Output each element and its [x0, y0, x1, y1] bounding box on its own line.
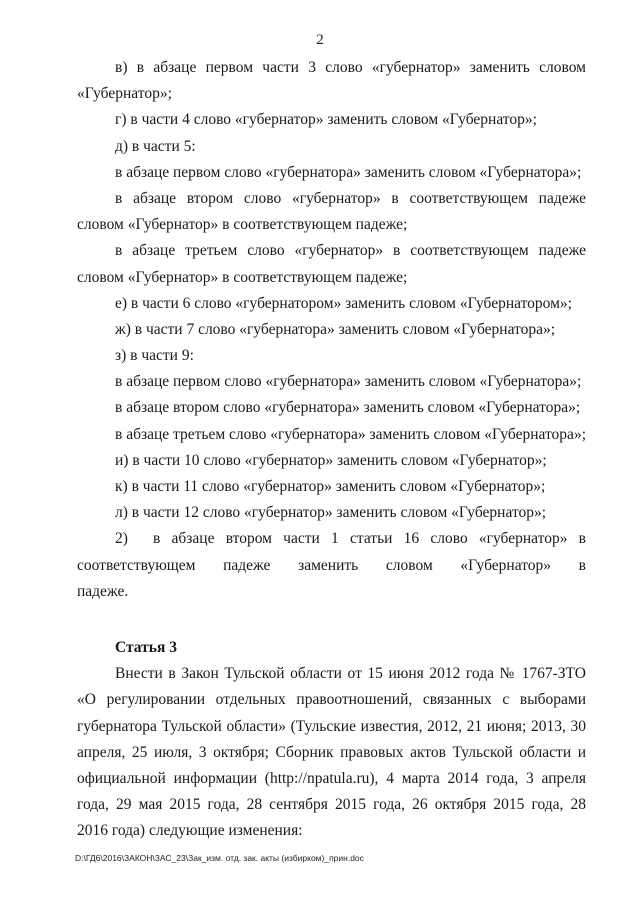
file-path-footer: D:\ГД6\2016\ЗАКОН\ЗАС_23\Зак_изм. отд. зак. акты (избирком)_прин.doc [75, 853, 364, 863]
sub-item: в абзаце третьем слово «губернатор» в соответствующем падеже [115, 242, 586, 260]
list-item: в) в абзаце первом части 3 слово «губернатор» заменить словом [115, 59, 586, 76]
list-item: д) в части 5: [115, 137, 196, 155]
list-item: л) в части 12 слово «губернатор» заменить словом «Губернатор»; [115, 504, 547, 522]
item-text: в абзаце втором части 1 статьи 16 слово «губернатор» в [153, 530, 586, 548]
list-item: з) в части 9: [115, 347, 194, 365]
sub-item: в абзаце втором слово «губернатор» в соответствующем падеже [115, 189, 586, 207]
paragraph-line: официальной информации (http://npatula.ru), 4 марта 2014 года, 3 апреля [77, 769, 586, 787]
sub-item: в абзаце первом слово «губернатора» заменить словом «Губернатора»; [115, 163, 582, 181]
list-item: к) в части 11 слово «губернатор» заменить словом «Губернатор»; [115, 478, 546, 495]
item-continuation: соответствующем падеже заменить словом «Губернатор» в [77, 556, 586, 574]
list-item: е) в части 6 слово «губернатором» заменить словом «Губернатором»; [115, 294, 572, 312]
sub-item-continuation: словом «Губернатор» в соответствующем падеже; [77, 216, 408, 234]
sub-item: в абзаце третьем слово «губернатора» заменить словом «Губернатора»; [115, 425, 586, 443]
paragraph-line: Внести в Закон Тульской области от 15 июня 2012 года № 1767-ЗТО [115, 665, 586, 683]
sub-item-continuation: словом «Губернатор» в соответствующем падеже; [77, 268, 408, 286]
list-item: и) в части 10 слово «губернатор» заменить словом «Губернатор»; [115, 451, 547, 469]
paragraph-line: 2016 года) следующие изменения: [77, 822, 303, 840]
sub-item: в абзаце первом слово «губернатора» заменить словом «Губернатора»; [115, 373, 582, 391]
paragraph-line: «О регулировании отдельных правоотношений, связанных с выборами [77, 691, 586, 709]
item-continuation: падеже. [77, 582, 129, 600]
item-number: 2) [115, 530, 128, 548]
section-gap [77, 605, 586, 635]
document-body [77, 55, 586, 844]
list-item-continuation: «Губернатор»; [77, 85, 172, 103]
list-item: ж) в части 7 слово «губернатора» заменить словом «Губернатора»; [115, 320, 556, 338]
article-heading: Статья 3 [115, 638, 177, 656]
sub-item: в абзаце втором слово «губернатора» заменить словом «Губернатора»; [115, 399, 581, 417]
paragraph-line: апреля, 25 июля, 3 октября; Сборник правовых актов Тульской области и [77, 743, 586, 761]
paragraph-line: года, 29 мая 2015 года, 28 сентября 2015 года, 26 октября 2015 года, 28 [77, 796, 586, 814]
numbered-item [77, 526, 586, 552]
paragraph-line: губернатора Тульской области» (Тульские известия, 2012, 21 июня; 2013, 30 [77, 717, 586, 735]
list-item: г) в части 4 слово «губернатор» заменить словом «Губернатор»; [115, 111, 537, 129]
page-number: 2 [316, 32, 324, 48]
